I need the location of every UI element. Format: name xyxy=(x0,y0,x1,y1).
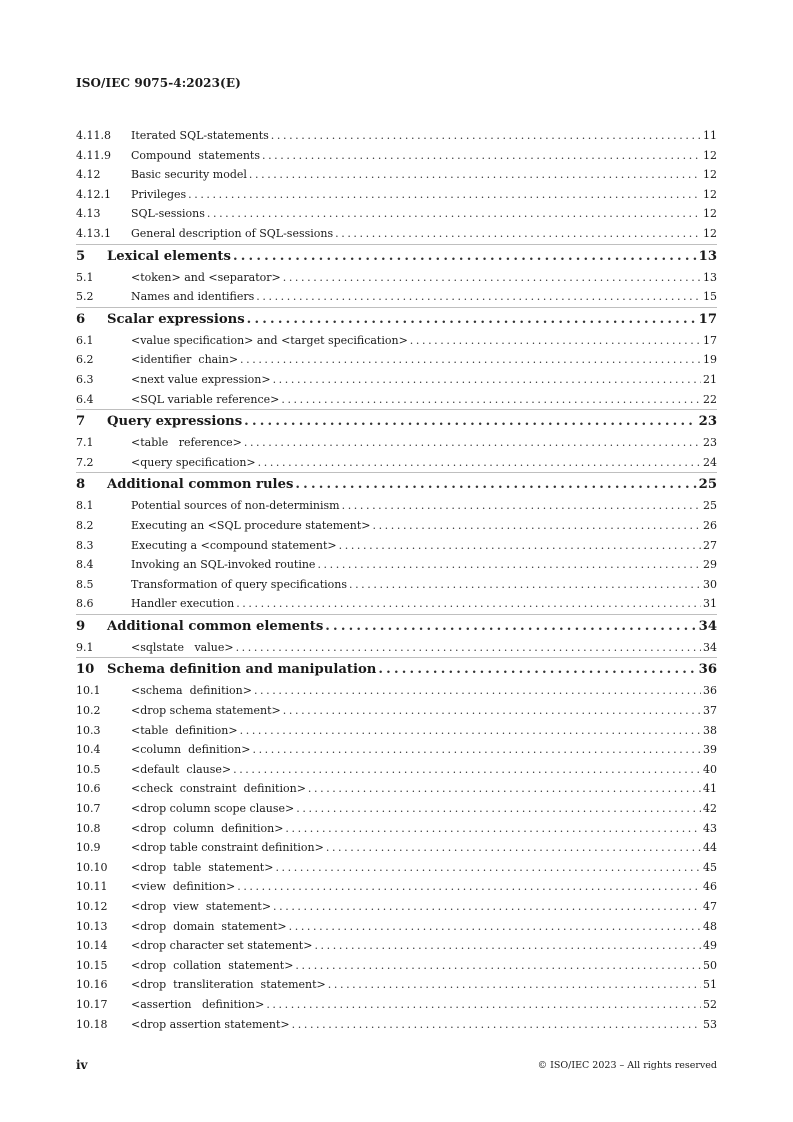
toc-entry-number: 10.11 xyxy=(76,880,108,894)
toc-entry-title: <drop collation statement> xyxy=(131,958,294,972)
toc-entry-title: <table definition> xyxy=(131,723,238,737)
toc-entry-number: 5 xyxy=(76,248,86,264)
toc-entry-page: 34 xyxy=(698,618,717,634)
dot-leader xyxy=(283,701,701,721)
toc-entry-page: 25 xyxy=(703,499,717,513)
toc-subclause-entry[interactable] xyxy=(76,536,717,556)
toc-entry-title: Invoking an SQL-invoked routine xyxy=(131,558,316,572)
toc-subclause-entry[interactable] xyxy=(76,370,717,390)
toc-subclause-entry[interactable] xyxy=(76,819,717,839)
dot-leader xyxy=(410,331,701,351)
toc-subclause-entry[interactable] xyxy=(76,350,717,370)
dot-leader xyxy=(233,760,701,780)
toc-entry-number: 10.8 xyxy=(76,821,101,835)
dot-leader xyxy=(240,350,701,370)
toc-clause-entry[interactable] xyxy=(76,410,717,433)
toc-entry-number: 10.4 xyxy=(76,743,101,757)
toc-entry-number: 9.1 xyxy=(76,640,94,654)
toc-entry-number: 8.6 xyxy=(76,597,94,611)
dot-leader xyxy=(296,799,701,819)
dot-leader xyxy=(292,1015,701,1035)
toc-entry-number: 10.3 xyxy=(76,723,101,737)
toc-entry-number: 10.2 xyxy=(76,704,101,718)
dot-leader xyxy=(281,390,701,410)
dot-leader xyxy=(372,516,701,536)
toc-entry-page: 27 xyxy=(703,538,717,552)
dot-leader xyxy=(240,721,701,741)
dot-leader xyxy=(289,917,701,937)
toc-entry-page: 13 xyxy=(698,248,717,264)
toc-subclause-entry[interactable] xyxy=(76,575,717,595)
toc-entry-title: <value specification> and <target specification> xyxy=(131,333,408,347)
dot-leader xyxy=(256,287,701,307)
toc-subclause-entry[interactable] xyxy=(76,936,717,956)
toc-entry-title: <drop transliteration statement> xyxy=(131,978,326,992)
toc-entry-title: <next value expression> xyxy=(131,372,271,386)
dot-leader xyxy=(328,975,701,995)
toc-entry-page: 48 xyxy=(703,919,717,933)
toc-entry-number: 4.12 xyxy=(76,168,101,182)
toc-entry-number: 10.5 xyxy=(76,762,101,776)
toc-entry-page: 12 xyxy=(703,226,717,240)
toc-entry-title: Lexical elements xyxy=(107,248,231,264)
toc-subclause-entry[interactable] xyxy=(76,146,717,166)
toc-subclause-entry[interactable] xyxy=(76,453,717,473)
toc-entry-number: 4.13.1 xyxy=(76,226,111,240)
toc-entry-title: <drop column definition> xyxy=(131,821,284,835)
toc-entry-page: 49 xyxy=(703,939,717,953)
toc-entry-page: 31 xyxy=(703,597,717,611)
toc-entry-title: <drop domain statement> xyxy=(131,919,287,933)
toc-subclause-entry[interactable] xyxy=(76,390,717,410)
toc-entry-number: 7.2 xyxy=(76,455,94,469)
toc-subclause-entry[interactable] xyxy=(76,433,717,453)
toc-entry-title: <drop assertion statement> xyxy=(131,1017,290,1031)
toc-clause-entry[interactable] xyxy=(76,308,717,331)
dot-leader xyxy=(244,433,701,453)
toc-entry-page: 44 xyxy=(703,841,717,855)
dot-leader xyxy=(378,658,696,681)
toc-entry-title: Executing a <compound statement> xyxy=(131,538,337,552)
toc-entry-title: <drop table constraint definition> xyxy=(131,841,324,855)
toc-subclause-entry[interactable] xyxy=(76,721,717,741)
toc-entry-page: 19 xyxy=(703,353,717,367)
toc-entry-title: SQL-sessions xyxy=(131,207,205,221)
toc-entry-number: 10.9 xyxy=(76,841,101,855)
toc-entry-number: 10.15 xyxy=(76,958,108,972)
toc-subclause-entry[interactable] xyxy=(76,268,717,288)
toc-entry-title: Handler execution xyxy=(131,597,235,611)
toc-entry-page: 36 xyxy=(703,684,717,698)
toc-entry-title: Additional common rules xyxy=(107,477,294,493)
toc-entry-page: 12 xyxy=(703,148,717,162)
toc-subclause-entry[interactable] xyxy=(76,638,717,658)
toc-entry-title: Scalar expressions xyxy=(107,311,245,327)
toc-subclause-entry[interactable] xyxy=(76,760,717,780)
toc-entry-number: 6 xyxy=(76,311,86,327)
toc-entry-page: 11 xyxy=(703,129,717,142)
toc-entry-number: 7.1 xyxy=(76,436,94,450)
dot-leader xyxy=(283,268,701,288)
toc-entry-number: 9 xyxy=(76,618,86,634)
toc-entry-page: 29 xyxy=(703,558,717,572)
dot-leader xyxy=(295,956,701,976)
toc-subclause-entry[interactable] xyxy=(76,204,717,224)
toc-entry-page: 34 xyxy=(703,640,717,654)
toc-subclause-entry[interactable] xyxy=(76,681,717,701)
toc-entry-page: 45 xyxy=(703,860,717,874)
toc-entry-page: 23 xyxy=(698,414,717,430)
toc-entry-page: 42 xyxy=(703,802,717,816)
toc-entry-page: 22 xyxy=(703,392,717,406)
toc-subclause-entry[interactable] xyxy=(76,555,717,575)
toc-entry-number: 7 xyxy=(76,414,86,430)
toc-entry-number: 10.17 xyxy=(76,997,108,1011)
toc-entry-title: <token> and <separator> xyxy=(131,270,281,284)
toc-entry-page: 26 xyxy=(703,518,717,532)
dot-leader xyxy=(236,638,701,658)
dot-leader xyxy=(207,204,701,224)
toc-entry-page: 39 xyxy=(703,743,717,757)
toc-entry-page: 43 xyxy=(703,821,717,835)
toc-subclause-entry[interactable] xyxy=(76,740,717,760)
toc-entry-title: Privileges xyxy=(131,187,187,201)
toc-entry-title: <table reference> xyxy=(131,436,242,450)
toc-entry-page: 40 xyxy=(703,762,717,776)
toc-entry-page: 13 xyxy=(703,270,717,284)
toc-subclause-entry[interactable] xyxy=(76,917,717,937)
toc-entry-number: 6.2 xyxy=(76,353,94,367)
toc-entry-page: 17 xyxy=(698,311,717,327)
toc-clause-entry[interactable] xyxy=(76,658,717,681)
toc-entry-title: <default clause> xyxy=(131,762,232,776)
toc-entry-page: 12 xyxy=(703,207,717,221)
toc-entry-title: <drop column scope clause> xyxy=(131,802,295,816)
page-number: iv xyxy=(76,1058,88,1072)
toc-entry-number: 4.12.1 xyxy=(76,187,111,201)
toc-entry-title: <schema definition> xyxy=(131,684,252,698)
toc-entry-title: Transformation of query specifications xyxy=(131,577,347,591)
copyright-notice: © ISO/IEC 2023 – All rights reserved xyxy=(537,1060,717,1071)
dot-leader xyxy=(244,410,696,433)
toc-subclause-entry[interactable] xyxy=(76,331,717,351)
toc-entry-number: 8.4 xyxy=(76,558,94,572)
toc-entry-number: 10.6 xyxy=(76,782,101,796)
toc-entry-title: <drop table statement> xyxy=(131,860,274,874)
toc-entry-title: <column definition> xyxy=(131,743,251,757)
dot-leader xyxy=(339,536,701,556)
toc-subclause-entry[interactable] xyxy=(76,496,717,516)
toc-entry-title: Query expressions xyxy=(107,414,243,430)
dot-leader xyxy=(237,877,701,897)
toc-entry-page: 46 xyxy=(703,880,717,894)
toc-subclause-entry[interactable] xyxy=(76,701,717,721)
dot-leader xyxy=(262,146,701,166)
toc-entry-number: 10.16 xyxy=(76,978,108,992)
toc-entry-page: 23 xyxy=(703,436,717,450)
toc-subclause-entry[interactable] xyxy=(76,1015,717,1035)
toc-entry-title: <drop schema statement> xyxy=(131,704,281,718)
toc-entry-page: 50 xyxy=(703,958,717,972)
toc-entry-number: 8.1 xyxy=(76,499,94,513)
toc-subclause-entry[interactable] xyxy=(76,799,717,819)
toc-subclause-entry[interactable] xyxy=(76,956,717,976)
dot-leader xyxy=(252,740,701,760)
toc-entry-number: 4.11.9 xyxy=(76,148,111,162)
toc-clause-entry[interactable] xyxy=(76,245,717,268)
toc-entry-number: 8.5 xyxy=(76,577,94,591)
toc-subclause-entry[interactable] xyxy=(76,126,717,146)
toc-entry-number: 10.1 xyxy=(76,684,101,698)
dot-leader xyxy=(335,224,701,244)
toc-entry-page: 38 xyxy=(703,723,717,737)
dot-leader xyxy=(266,995,701,1015)
dot-leader xyxy=(188,185,701,205)
dot-leader xyxy=(236,594,701,614)
toc-entry-number: 10.7 xyxy=(76,802,101,816)
toc-entry-number: 6.1 xyxy=(76,333,94,347)
toc-entry-title: General description of SQL-sessions xyxy=(131,226,334,240)
toc-entry-page: 47 xyxy=(703,900,717,913)
toc-entry-number: 10.10 xyxy=(76,860,108,874)
table-of-contents xyxy=(76,126,717,1034)
toc-entry-page: 41 xyxy=(703,782,717,796)
toc-subclause-entry[interactable] xyxy=(76,224,717,244)
toc-entry-page: 51 xyxy=(703,978,717,992)
toc-subclause-entry[interactable] xyxy=(76,858,717,878)
toc-subclause-entry[interactable] xyxy=(76,594,717,614)
toc-subclause-entry[interactable] xyxy=(76,165,717,185)
toc-entry-number: 10.12 xyxy=(76,900,108,913)
toc-entry-title: Additional common elements xyxy=(107,618,324,634)
toc-entry-page: 52 xyxy=(703,997,717,1011)
toc-subclause-entry[interactable] xyxy=(76,975,717,995)
dot-leader xyxy=(317,555,701,575)
toc-entry-number: 8.2 xyxy=(76,518,94,532)
toc-subclause-entry[interactable] xyxy=(76,838,717,858)
toc-entry-page: 53 xyxy=(703,1017,717,1031)
toc-entry-title: Basic security model xyxy=(131,168,247,182)
toc-subclause-entry[interactable] xyxy=(76,779,717,799)
toc-entry-number: 6.4 xyxy=(76,392,94,406)
toc-subclause-entry[interactable] xyxy=(76,897,717,917)
toc-entry-title: <query specification> xyxy=(131,455,256,469)
toc-entry-number: 10.18 xyxy=(76,1017,108,1031)
toc-entry-number: 6.3 xyxy=(76,372,94,386)
toc-entry-title: <SQL variable reference> xyxy=(131,392,280,406)
toc-entry-page: 37 xyxy=(703,704,717,718)
toc-entry-title: <drop character set statement> xyxy=(131,939,313,953)
toc-entry-number: 8.3 xyxy=(76,538,94,552)
toc-entry-title: Compound statements xyxy=(131,148,260,162)
dot-leader xyxy=(275,858,701,878)
toc-entry-number: 4.13 xyxy=(76,207,101,221)
toc-entry-number: 10 xyxy=(76,662,95,678)
dot-leader xyxy=(273,370,701,390)
dot-leader xyxy=(247,308,697,331)
toc-entry-number: 10.13 xyxy=(76,919,108,933)
toc-subclause-entry[interactable] xyxy=(76,185,717,205)
toc-entry-page: 30 xyxy=(703,577,717,591)
document-id-header: ISO/IEC 9075-4:2023(E) xyxy=(76,76,241,90)
dot-leader xyxy=(326,838,701,858)
toc-clause-entry[interactable] xyxy=(76,615,717,638)
toc-entry-title: <assertion definition> xyxy=(131,997,265,1011)
toc-entry-page: 24 xyxy=(703,455,717,469)
toc-entry-page: 25 xyxy=(698,477,717,493)
dot-leader xyxy=(342,496,701,516)
dot-leader xyxy=(308,779,701,799)
toc-entry-title: <sqlstate value> xyxy=(131,640,234,654)
dot-leader xyxy=(349,575,701,595)
toc-entry-number: 5.2 xyxy=(76,290,94,304)
toc-entry-page: 17 xyxy=(703,333,717,347)
toc-entry-title: Schema definition and manipulation xyxy=(107,662,377,678)
dot-leader xyxy=(254,681,701,701)
toc-entry-title: Iterated SQL-statements xyxy=(131,129,269,142)
toc-entry-title: <check constraint definition> xyxy=(131,782,306,796)
toc-entry-number: 10.14 xyxy=(76,939,108,953)
toc-subclause-entry[interactable] xyxy=(76,516,717,536)
dot-leader xyxy=(314,936,701,956)
dot-leader xyxy=(271,126,701,146)
toc-entry-page: 21 xyxy=(703,372,717,386)
toc-entry-page: 36 xyxy=(698,662,717,678)
dot-leader xyxy=(295,473,696,496)
toc-entry-number: 8 xyxy=(76,477,86,493)
toc-subclause-entry[interactable] xyxy=(76,995,717,1015)
toc-entry-page: 12 xyxy=(703,168,717,182)
dot-leader xyxy=(233,245,697,268)
dot-leader xyxy=(258,453,701,473)
toc-clause-entry[interactable] xyxy=(76,473,717,496)
dot-leader xyxy=(249,165,701,185)
toc-entry-title: <view definition> xyxy=(131,880,236,894)
toc-entry-title: Executing an <SQL procedure statement> xyxy=(131,518,371,532)
toc-entry-title: <identifier chain> xyxy=(131,353,239,367)
toc-subclause-entry[interactable] xyxy=(76,287,717,307)
toc-entry-title: <drop view statement> xyxy=(131,900,272,913)
toc-entry-title: Names and identifiers xyxy=(131,290,255,304)
toc-entry-page: 15 xyxy=(703,290,717,304)
dot-leader xyxy=(273,897,701,917)
toc-entry-title: Potential sources of non-determinism xyxy=(131,499,340,513)
toc-subclause-entry[interactable] xyxy=(76,877,717,897)
toc-entry-number: 4.11.8 xyxy=(76,129,111,142)
toc-entry-page: 12 xyxy=(703,187,717,201)
dot-leader xyxy=(325,615,696,638)
toc-entry-number: 5.1 xyxy=(76,270,94,284)
dot-leader xyxy=(285,819,701,839)
